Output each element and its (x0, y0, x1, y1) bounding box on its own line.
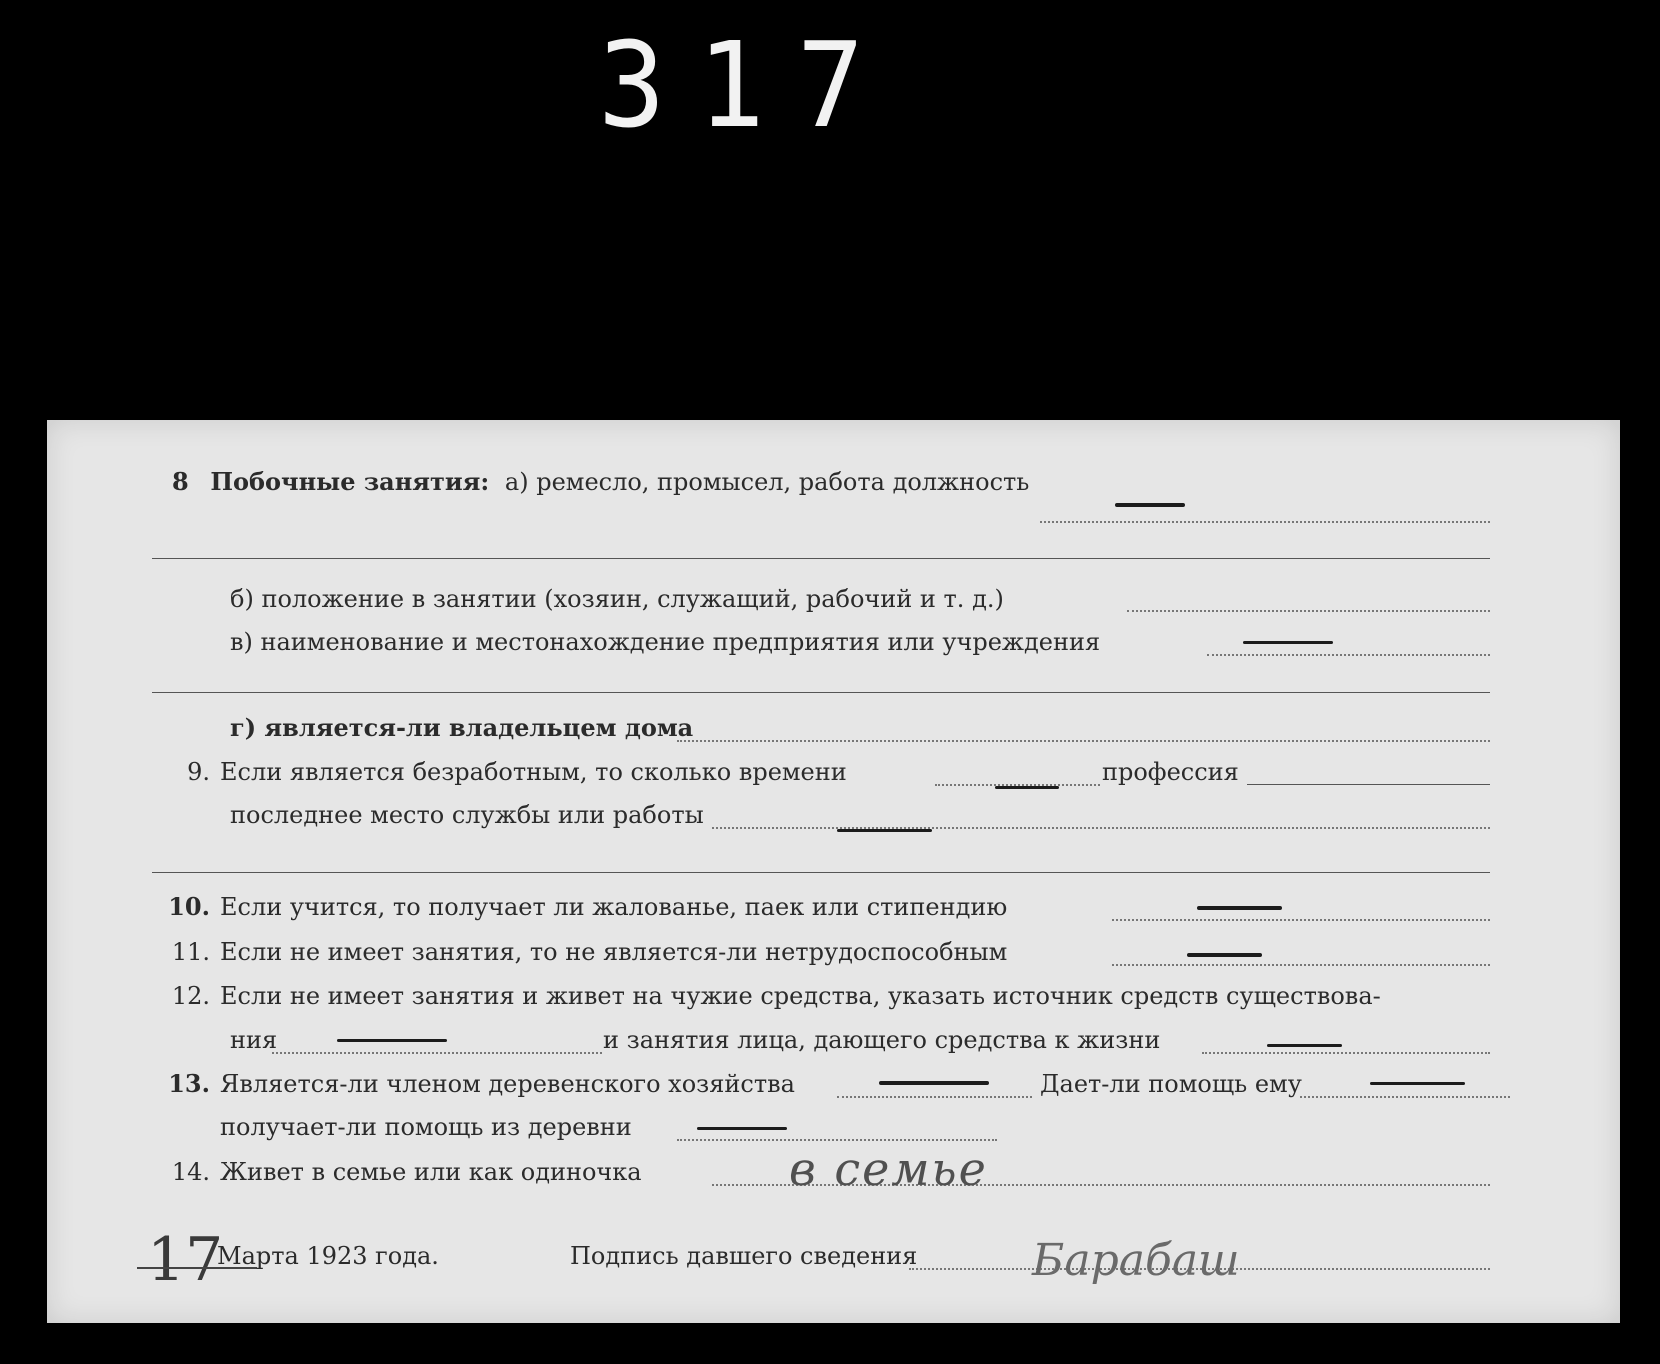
q9-last-place-field (712, 827, 1490, 829)
q14-label: Живет в семье или как одиночка (220, 1158, 642, 1186)
q10-label: Если учится, то получает ли жалованье, паек или стипендию (220, 893, 1008, 921)
q9-profession-field (1247, 784, 1490, 785)
form-card (47, 420, 1620, 1323)
divider (152, 558, 1490, 559)
day-handwritten: 17 (147, 1225, 224, 1295)
q11-number: 11. (171, 938, 210, 966)
q13-number: 13. (168, 1069, 210, 1098)
divider (152, 692, 1490, 693)
q12-cont2-dash (1267, 1044, 1342, 1047)
q12-cont2-label: и занятия лица, дающего средства к жизни (603, 1026, 1161, 1054)
footer-date: Марта 1923 года. (217, 1242, 439, 1270)
q9-label: Если является безработным, то сколько времени (220, 758, 847, 786)
q13-label: Является-ли членом деревенского хозяйства (220, 1070, 795, 1098)
q8-number: 8 (172, 467, 189, 496)
q12-cont2-field (1202, 1052, 1490, 1054)
q14-number: 14. (171, 1158, 210, 1186)
q12-cont-label: ния (230, 1026, 278, 1054)
q13-help-dash (1370, 1082, 1465, 1085)
divider (152, 872, 1490, 873)
q8-g-label: г) является-ли владельцем дома (230, 713, 694, 742)
q9-line (158, 758, 847, 786)
q11-dash (1187, 953, 1262, 957)
q14-handwritten-answer: в семье (789, 1142, 988, 1196)
signature-handwritten: Барабаш (1032, 1235, 1240, 1286)
q13-receives-dash (697, 1127, 787, 1130)
q8-b-field (1127, 610, 1490, 612)
q8-v-dash (1243, 641, 1333, 644)
q9-dash (995, 786, 1059, 789)
q13-member-field (837, 1096, 1032, 1098)
q13-receives-field (677, 1139, 997, 1141)
q13-receives-label: получает-ли помощь из деревни (220, 1113, 632, 1141)
q10-number: 10. (168, 892, 210, 921)
q10-dash (1197, 906, 1282, 910)
q9-last-dash (837, 829, 932, 832)
q10-field (1112, 919, 1490, 921)
q13-help-label: Дает-ли помощь ему (1040, 1070, 1302, 1098)
q9-number: 9. (187, 758, 210, 786)
q8-v-label: в) наименование и местонахождение предприятия или учреждения (230, 628, 1101, 656)
q13-dash (879, 1081, 989, 1085)
q12-number: 12. (171, 982, 210, 1010)
q11-line (158, 938, 1007, 966)
q9-profession-label: профессия (1102, 758, 1239, 786)
q13-help-field (1300, 1096, 1510, 1098)
q8-v-field (1207, 654, 1490, 656)
q12-label: Если не имеет занятия и живет на чужие средства, указать источник средств существова- (220, 982, 1381, 1010)
q8-title: Побочные занятия: (210, 467, 490, 496)
q10-line (158, 893, 1007, 921)
archive-number: 317 (598, 17, 897, 155)
signature-label: Подпись давшего сведения (570, 1242, 918, 1270)
q12-dash (337, 1039, 447, 1042)
q8-b-label: б) положение в занятии (хозяин, служащий, рабочий и т. д.) (230, 585, 1004, 613)
q8-a-field (1040, 521, 1490, 523)
q13-line (158, 1070, 795, 1098)
q8-line-a (172, 468, 1029, 496)
q8-a-label: а) ремесло, промысел, работа должность (504, 468, 1030, 496)
q11-label: Если не имеет занятия, то не является-ли нетрудоспособным (220, 938, 1008, 966)
q8-g-field (677, 740, 1490, 742)
q12-line (158, 982, 1381, 1010)
q12-source-field (272, 1052, 602, 1054)
q14-line (158, 1158, 642, 1186)
q9-last-place-label: последнее место службы или работы (230, 801, 704, 829)
q8-a-dash (1115, 503, 1185, 507)
q11-field (1112, 964, 1490, 966)
